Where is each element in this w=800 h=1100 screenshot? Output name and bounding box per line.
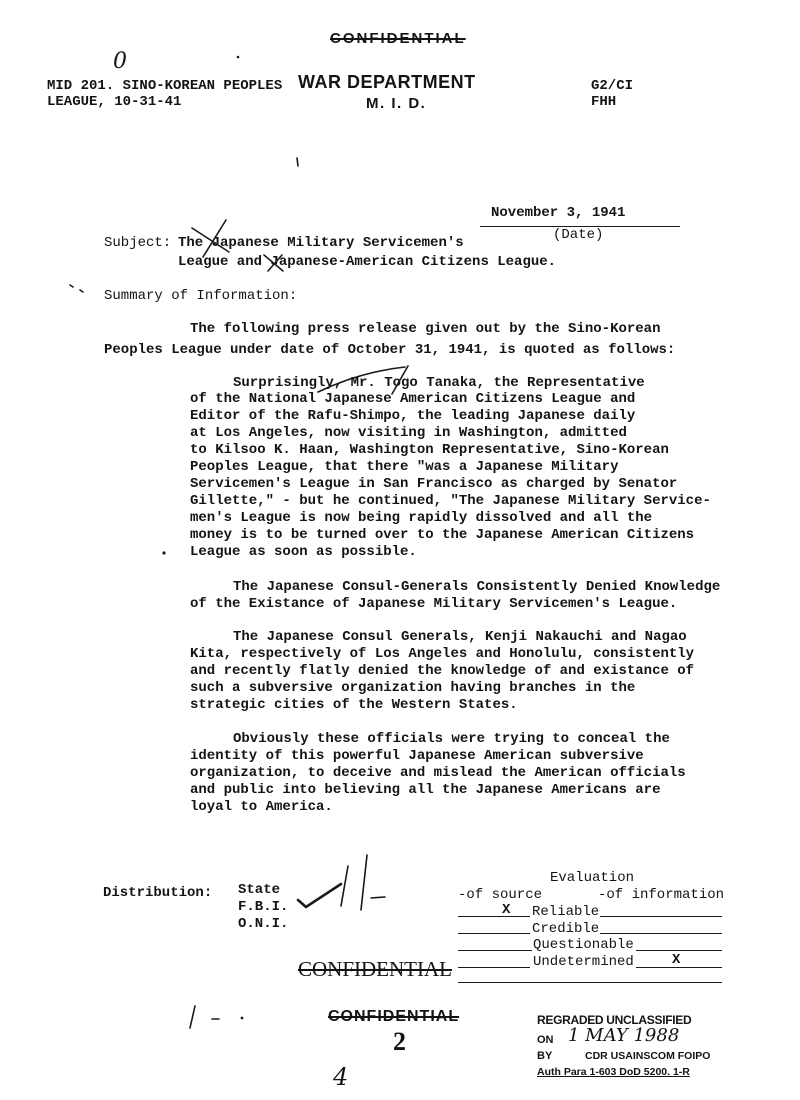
handwritten-page-number: 4: [333, 1063, 349, 1091]
intro-line-1: The following press release given out by the Sino-Korean: [190, 321, 661, 337]
paragraph-line: organization, to deceive and mislead the American officials: [190, 765, 686, 781]
department-heading: WAR DEPARTMENT: [298, 72, 476, 92]
evaluation-information-line: [636, 950, 722, 951]
stray-tick-mark: [297, 158, 298, 166]
paragraph-line: Obviously these officials were trying to conceal the: [233, 731, 670, 747]
evaluation-information-header: -of information: [598, 887, 725, 903]
paragraph-line: loyal to America.: [190, 799, 333, 815]
paragraph-line: of the Existance of Japanese Military Servicemen's League.: [190, 596, 678, 612]
distribution-check-mark: [298, 884, 341, 907]
paragraph-line: Kita, respectively of Los Angeles and Honolulu, consistently: [190, 646, 695, 662]
distribution-label: Distribution:: [103, 885, 213, 901]
division-heading: M. I. D.: [366, 95, 427, 112]
regrade-stamp-title: REGRADED UNCLASSIFIED: [537, 1013, 692, 1027]
regrade-stamp-on-label: ON: [537, 1034, 554, 1046]
evaluation-source-line: [458, 933, 530, 934]
subject-line-2: League and Japanese-American Citizens League.: [178, 254, 557, 270]
stray-dot: [241, 1017, 244, 1020]
evaluation-source-line: [458, 950, 532, 951]
paragraph-line: Surprisingly, Mr. Togo Tanaka, the Representative: [233, 375, 645, 391]
paragraph-line: Peoples League, that there "was a Japanese Military: [190, 459, 619, 475]
evaluation-source-line: [458, 967, 530, 968]
paragraph-line: at Los Angeles, now visiting in Washington, admitted: [190, 425, 627, 441]
paragraph-line: strategic cities of the Western States.: [190, 697, 518, 713]
regrade-stamp-authority-office: CDR USAINSCOM FOIPO: [585, 1050, 711, 1062]
paragraph-line: to Kilsoo K. Haan, Washington Representative, Sino-Korean: [190, 442, 669, 458]
handwritten-mark-top: 0: [113, 49, 127, 74]
document-date: November 3, 1941: [491, 205, 626, 221]
evaluation-bottom-line: [458, 982, 722, 983]
paragraph-line: such a subversive organization having branches in the: [190, 680, 636, 696]
evaluation-rating-label: Questionable: [533, 937, 634, 953]
paragraph-line: Gillette," - but he continued, "The Japanese Military Service-: [190, 493, 711, 509]
evaluation-title: Evaluation: [550, 870, 635, 886]
date-label: (Date): [553, 227, 604, 243]
subject-label: Subject:: [104, 235, 172, 251]
regrade-stamp-by-label: BY: [537, 1050, 553, 1062]
paragraph-line: The Japanese Consul Generals, Kenji Nakauchi and Nagao: [233, 629, 687, 645]
confidential-stamp-middle: CONFIDENTIAL: [298, 957, 452, 981]
file-reference-line-1: MID 201. SINO-KOREAN PEOPLES: [47, 78, 283, 94]
paragraph-line: Editor of the Rafu-Shimpo, the leading Japanese daily: [190, 408, 636, 424]
handwritten-page-mark: 2: [393, 1027, 406, 1056]
routing-code: G2/CI: [591, 78, 634, 94]
routing-initials: FHH: [591, 94, 617, 110]
regrade-stamp-date: 1 MAY 1988: [568, 1025, 680, 1046]
stray-dot: [162, 551, 165, 554]
regrade-stamp-authorization: Auth Para 1-603 DoD 5200. 1-R: [537, 1066, 690, 1078]
paragraph-line: men's League is now being rapidly dissolved and all the: [190, 510, 653, 526]
evaluation-source-mark: X: [502, 902, 511, 918]
paragraph-line: and public into believing all the Japanese Americans are: [190, 782, 661, 798]
stray-dot: [237, 56, 240, 59]
confidential-stamp-bottom: CONFIDENTIAL: [328, 1008, 460, 1025]
summary-label: Summary of Information:: [104, 288, 298, 304]
evaluation-source-header: -of source: [458, 887, 543, 903]
subject-line-1: The Japanese Military Servicemen's: [178, 235, 464, 251]
paragraph-line: money is to be turned over to the Japanese American Citizens: [190, 527, 695, 543]
paragraph-line: The Japanese Consul-Generals Consistently Denied Knowledge: [233, 579, 721, 595]
evaluation-information-line: [600, 933, 722, 934]
distribution-slash-mark: [341, 855, 385, 910]
bottom-slash-mark: [190, 1006, 219, 1028]
paragraph-line: of the National Japanese American Citizens League and: [190, 391, 636, 407]
paragraph-line: and recently flatly denied the knowledge of and existance of: [190, 663, 695, 679]
distribution-recipient: State: [238, 882, 281, 898]
confidential-stamp-top: CONFIDENTIAL: [330, 30, 466, 47]
distribution-recipient: O.N.I.: [238, 916, 289, 932]
evaluation-information-mark: X: [672, 952, 681, 968]
evaluation-rating-label: Reliable: [532, 904, 600, 920]
stray-pen-mark: [70, 285, 83, 292]
paragraph-line: identity of this powerful Japanese American subversive: [190, 748, 644, 764]
evaluation-rating-label: Credible: [532, 921, 600, 937]
paragraph-line: League as soon as possible.: [190, 544, 417, 560]
evaluation-rating-label: Undetermined: [533, 954, 634, 970]
evaluation-information-line: [600, 916, 722, 917]
evaluation-source-line: [458, 916, 530, 917]
intro-line-2: Peoples League under date of October 31, 1941, is quoted as follows:: [104, 342, 676, 358]
file-reference-line-2: LEAGUE, 10-31-41: [47, 94, 182, 110]
distribution-recipient: F.B.I.: [238, 899, 289, 915]
paragraph-line: Servicemen's League in San Francisco as charged by Senator: [190, 476, 678, 492]
